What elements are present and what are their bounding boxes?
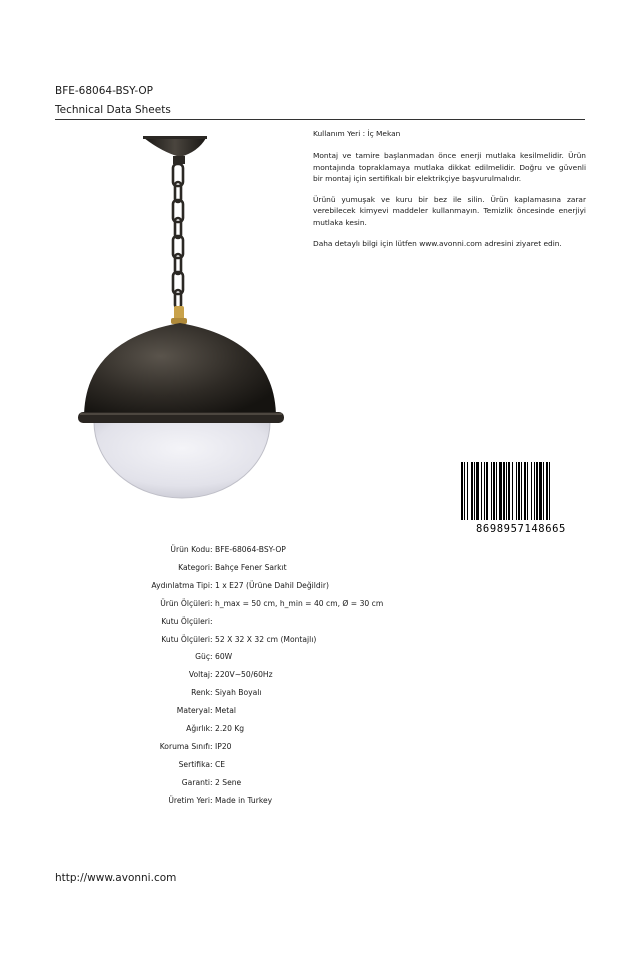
product-code-title: BFE-68064-BSY-OP xyxy=(55,85,154,97)
barcode-bar xyxy=(539,462,542,520)
spec-separator: : xyxy=(210,616,213,626)
spec-label: Sertifika xyxy=(178,759,210,769)
spec-value: CE xyxy=(215,759,226,769)
spec-label: Ürün Kodu xyxy=(170,545,210,554)
website-note: Daha detaylı bilgi için lütfen www.avonni.com adresini ziyaret edin. xyxy=(313,239,562,249)
spec-value: 52 X 32 X 32 cm (Montajlı) xyxy=(215,634,317,644)
cleaning-instructions: Ürünü yumuşak ve kuru bir bez ile silin. Ürün kaplamasına zarar verebilecek kimyevi maddeler kullanmayın. Temizlik öncesinde enerjiyi mutlaka kesin. xyxy=(313,195,586,227)
barcode-bar xyxy=(461,462,463,520)
barcode-bar xyxy=(549,462,550,520)
barcode-bar xyxy=(491,462,492,520)
barcode-bar xyxy=(481,462,482,520)
spec-label: Materyal xyxy=(176,706,210,716)
ceiling-canopy xyxy=(144,138,206,157)
spec-row xyxy=(0,599,640,611)
barcode-bar xyxy=(486,462,488,520)
barcode-bar xyxy=(521,462,522,520)
barcode-bar xyxy=(496,462,497,520)
spec-row xyxy=(0,670,640,682)
header-divider xyxy=(55,119,585,120)
ean-barcode xyxy=(457,462,585,534)
spec-value: 2.20 Kg xyxy=(215,724,245,733)
spec-value: Made in Turkey xyxy=(215,795,273,805)
usage-location: Kullanım Yeri : İç Mekan xyxy=(313,129,401,138)
barcode-bars xyxy=(461,462,550,520)
spec-value: 2 Sene xyxy=(215,777,242,787)
barcode-bar xyxy=(471,462,473,520)
spec-value: Siyah Boyalı xyxy=(215,688,262,698)
spec-value: Metal xyxy=(215,706,236,716)
spec-value: 60W xyxy=(215,652,233,662)
spec-row xyxy=(0,635,640,647)
installation-warning: Montaj ve tamire başlanmadan önce enerji mutlaka kesilmelidir. Ürün montajında topraklamaya mutlaka dikkat edilmelidir. Doğru ve güvenli bir montaj için sertifikalı bir elektrikçiye başvurulmalıdır. xyxy=(313,151,586,183)
spec-row xyxy=(0,581,640,593)
spec-value: BFE-68064-BSY-OP xyxy=(215,545,286,554)
chain xyxy=(173,164,183,308)
barcode-bar xyxy=(516,462,517,520)
barcode-bar xyxy=(464,462,465,520)
spec-separator: : xyxy=(210,580,213,590)
spec-row xyxy=(0,796,640,808)
barcode-bar xyxy=(546,462,548,520)
spec-separator: : xyxy=(210,795,213,805)
spec-row xyxy=(0,652,640,664)
barcode-bar xyxy=(499,462,502,520)
barcode-bar xyxy=(512,462,513,520)
product-image-pendant-lamp xyxy=(70,130,295,510)
spec-row xyxy=(0,545,640,557)
spec-value: 1 x E27 (Ürüne Dahil Değildir) xyxy=(215,580,329,590)
spec-separator: : xyxy=(210,562,213,572)
spec-row xyxy=(0,742,640,754)
barcode-bar xyxy=(518,462,520,520)
spec-row xyxy=(0,778,640,790)
footer-url: http://www.avonni.com xyxy=(55,872,177,884)
spec-separator: : xyxy=(210,688,213,698)
spec-separator: : xyxy=(210,777,213,787)
spec-row xyxy=(0,706,640,718)
spec-separator: : xyxy=(210,706,213,716)
spec-label: Ürün Ölçüleri xyxy=(160,598,210,608)
barcode-number: 8698957148665 xyxy=(476,523,566,534)
spec-value: h_max = 50 cm, h_min = 40 cm, Ø = 30 cm xyxy=(215,598,384,608)
spec-label: Aydınlatma Tipi xyxy=(151,580,210,590)
spec-label: Renk xyxy=(191,688,210,698)
spec-separator: : xyxy=(210,759,213,769)
spec-separator: : xyxy=(210,545,213,554)
barcode-bar xyxy=(467,462,468,520)
spec-value: IP20 xyxy=(215,741,232,751)
clear-globe xyxy=(94,422,270,498)
spec-value: 220V~50/60Hz xyxy=(215,670,273,680)
spec-value: Bahçe Fener Sarkıt xyxy=(215,562,287,572)
spec-label: Ağırlık xyxy=(186,724,210,733)
usage-info-block xyxy=(313,128,586,259)
spec-separator: : xyxy=(210,598,213,608)
spec-separator: : xyxy=(210,741,213,751)
barcode-bar xyxy=(493,462,495,520)
barcode-bar xyxy=(527,462,528,520)
spec-row xyxy=(0,688,640,700)
spec-separator: : xyxy=(210,652,213,662)
barcode-bar xyxy=(508,462,510,520)
spec-label: Kategori xyxy=(178,562,210,572)
spec-row xyxy=(0,760,640,772)
spec-separator: : xyxy=(210,634,213,644)
spec-row xyxy=(0,724,640,736)
spec-label: Garanti xyxy=(181,777,210,787)
barcode-bar xyxy=(524,462,526,520)
spec-label: Kutu Ölçüleri xyxy=(161,616,210,626)
spec-separator: : xyxy=(210,724,213,733)
metal-dome-shade xyxy=(84,323,276,418)
datasheet-subtitle: Technical Data Sheets xyxy=(55,104,171,116)
barcode-bar xyxy=(534,462,535,520)
barcode-bar xyxy=(531,462,532,520)
barcode-bar xyxy=(474,462,475,520)
barcode-bar xyxy=(506,462,507,520)
barcode-bar xyxy=(543,462,544,520)
spec-label: Güç xyxy=(195,652,210,662)
spec-label: Üretim Yeri xyxy=(168,795,210,805)
barcode-bar xyxy=(484,462,485,520)
spec-row xyxy=(0,617,640,629)
spec-label: Voltaj xyxy=(188,670,210,680)
barcode-bar xyxy=(476,462,479,520)
spec-separator: : xyxy=(210,670,213,680)
spec-row xyxy=(0,563,640,575)
spec-label: Koruma Sınıfı xyxy=(159,741,210,751)
barcode-bar xyxy=(503,462,505,520)
spec-label: Kutu Ölçüleri xyxy=(161,634,210,644)
barcode-bar xyxy=(536,462,538,520)
